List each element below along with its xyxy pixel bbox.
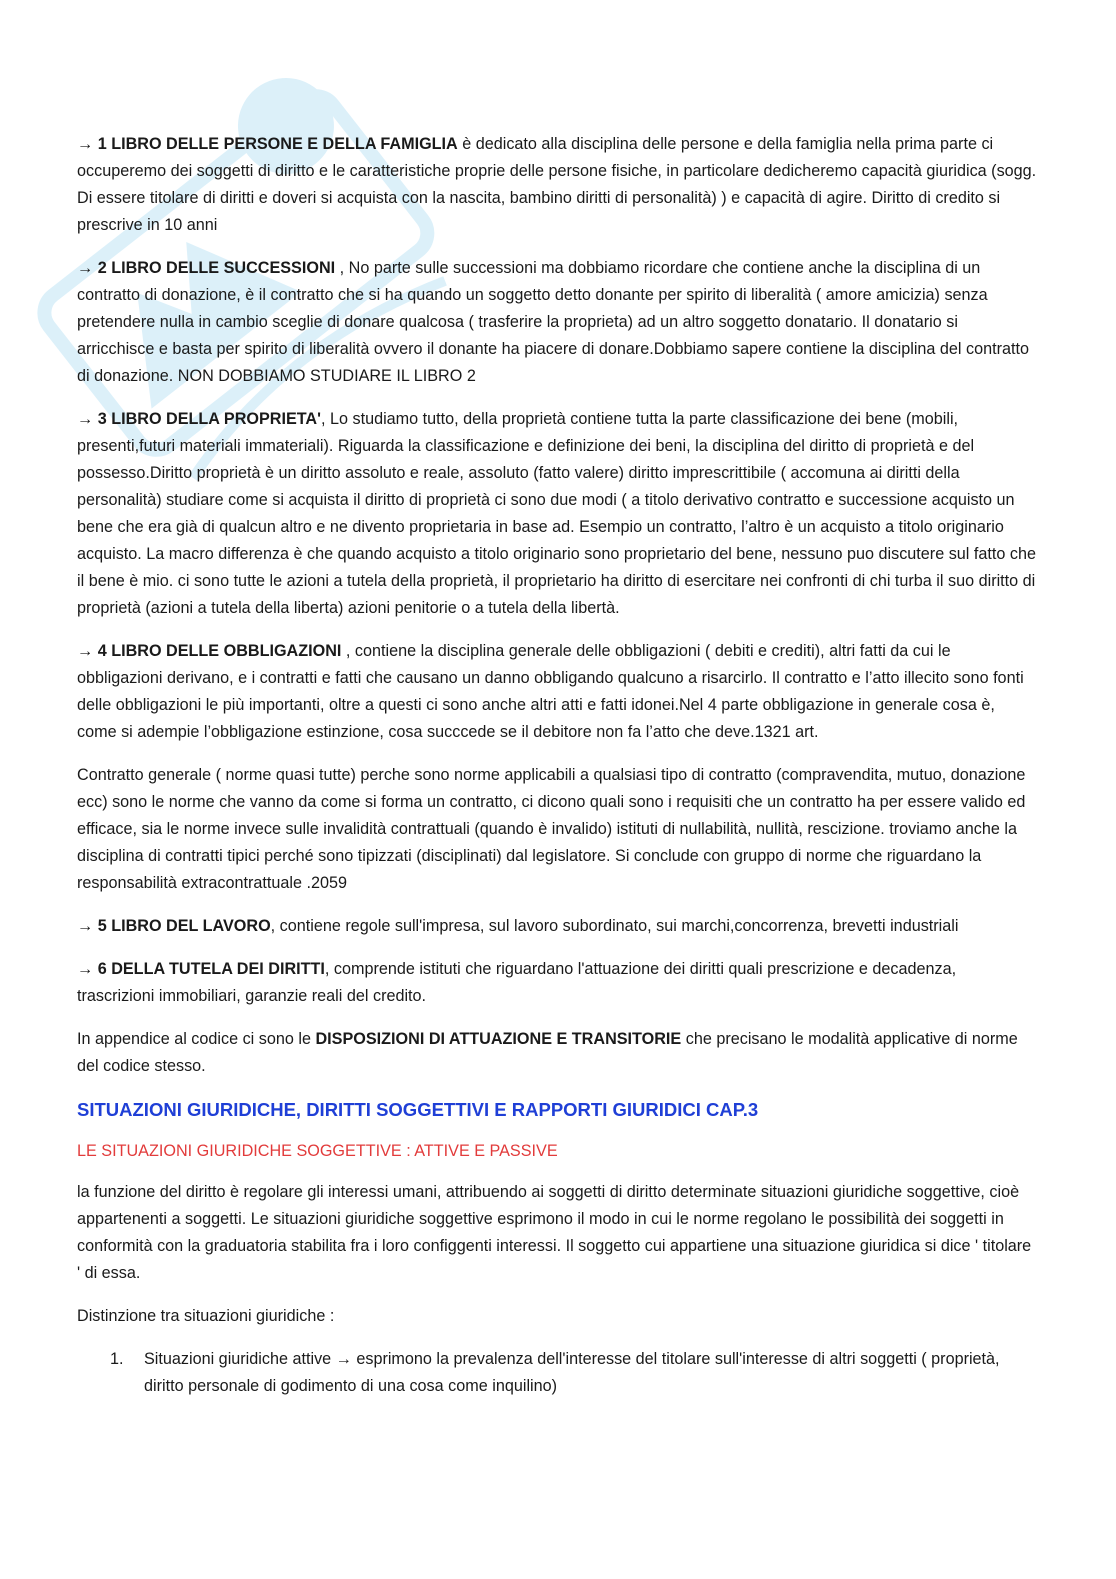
paragraph-bold: DISPOSIZIONI DI ATTUAZIONE E TRANSITORIE: [315, 1030, 682, 1048]
paragraph-appendice: [77, 1026, 1037, 1080]
paragraph-title: 2 LIBRO DELLE SUCCESSIONI: [97, 259, 336, 277]
list-item-text: Situazioni giuridiche attive → esprimono la prevalenza dell'interesse del titolare sull'interesse di altri soggetti ( proprietà, diritto personale di godimento di una cosa come inquilino): [144, 1350, 1000, 1395]
section-heading: LE SITUAZIONI GIURIDICHE SOGGETTIVE : ATTIVE E PASSIVE: [77, 1142, 558, 1160]
list-item-number: 1.: [110, 1350, 124, 1368]
chapter-heading: SITUAZIONI GIURIDICHE, DIRITTI SOGGETTIVI E RAPPORTI GIURIDICI CAP.3: [77, 1099, 759, 1120]
paragraph-libro-1: [77, 131, 1037, 239]
paragraph-title: 4 LIBRO DELLE OBBLIGAZIONI: [97, 642, 342, 660]
paragraph-funzione-diritto: la funzione del diritto è regolare gli interessi umani, attribuendo ai soggetti di diritto determinate situazioni giuridiche soggettive, cioè appartenenti a soggetti. Le situazioni giuridiche soggettive esprimono il modo in cui le norme regolano le possibilità dei soggetti in conformità con la graduatoria stabilita fra i loro configgenti interessi. Il soggetto cui appartiene una situazione giuridica si dice ' titolare ' di essa.: [77, 1183, 1032, 1282]
paragraph-libro-2: [77, 255, 1037, 390]
paragraph-text: , Lo studiamo tutto, della proprietà contiene tutta la parte classificazione dei bene (mobili, presenti,futuri materiali immateriali). Riguarda la classificazione e definizione dei beni, la disciplina del diritto di proprietà e del possesso.Diritto proprietà è un diritto assoluto e reale, assoluto (fatto valere) diritto imprescrittibile ( accomuna ai diritti della personalità) studiare come si acquista il diritto di proprietà ci sono due modi ( a titolo derivativo contratto e successione acquisto un bene che era già di qualcun altro e ne divento proprietaria in base ad. Esempio un contratto, l’altro è un acquisto a titolo originario acquisto. La macro differenza è che quando acquisto a titolo originario sono proprietario del bene, nessuno puo discutere sul fatto che il bene è mio. ci sono tutte le azioni a tutela della proprietà, il proprietario ha diritto di esercitare nei confronti di chi turba il suo diritto di proprietà (azioni a tutela della liberta) azioni penitorie o a tutela della libertà.: [77, 410, 1036, 617]
paragraph-text: In appendice al codice ci sono le: [77, 1030, 316, 1048]
paragraph-text: , contiene regole sull'impresa, sul lavoro subordinato, sui marchi,concorrenza, brevetti industriali: [270, 917, 959, 935]
arrow-icon: →: [77, 135, 94, 153]
arrow-icon: →: [77, 917, 94, 935]
paragraph-title: 1 LIBRO DELLE PERSONE E DELLA FAMIGLIA: [97, 135, 458, 153]
paragraph-title: 3 LIBRO DELLA PROPRIETA': [97, 410, 321, 428]
document-body: [77, 131, 1037, 1400]
arrow-icon: →: [77, 642, 94, 660]
paragraph-libro-4: [77, 638, 1037, 746]
list-item: [77, 1346, 1037, 1400]
arrow-icon: →: [77, 960, 94, 978]
paragraph-distinzione: Distinzione tra situazioni giuridiche :: [77, 1307, 335, 1325]
paragraph-text: , comprende istituti che riguardano l'attuazione dei diritti quali prescrizione e decadenza, trascrizioni immobiliari, garanzie reali del credito.: [77, 960, 957, 1005]
paragraph-libro-5: [77, 913, 1037, 940]
paragraph-title: 6 DELLA TUTELA DEI DIRITTI: [97, 960, 325, 978]
paragraph-contratto-generale: Contratto generale ( norme quasi tutte) perche sono norme applicabili a qualsiasi tipo di contratto (compravendita, mutuo, donazione ecc) sono le norme che vanno da come si forma un contratto, ci dicono quali sono i requisiti che un contratto ha per essere valido ed efficace, sia le norme invece sulle invalidità contrattuali (quando è invalido) istituti di nullabilità, nullità, rescizione. troviamo anche la disciplina di contratti tipici perché sono tipizzati (disciplinati) dal legislatore. Si conclude con gruppo di norme che riguardano la responsabilità extracontrattuale .2059: [77, 766, 1026, 892]
arrow-icon: →: [77, 410, 94, 428]
paragraph-libro-3: [77, 406, 1037, 622]
paragraph-title: 5 LIBRO DEL LAVORO: [97, 917, 271, 935]
paragraph-text: che precisano le modalità applicative di norme del codice stesso.: [77, 1030, 1018, 1075]
paragraph-text: , contiene la disciplina generale delle obbligazioni ( debiti e crediti), altri fatti da cui le obbligazioni derivano, e i contratti e fatti che causano un danno obbligando qualcuno a risarcirlo. Il contratto e l’atto illecito sono fonti delle obbligazioni le più importanti, oltre a questi ci sono anche altri atti e fatti idonei.Nel 4 parte obbligazione in generale cosa è, come si adempie l’obbligazione estinzione, cosa succcede se il debitore non fa l’atto che deve.1321 art.: [77, 642, 1024, 741]
paragraph-text: , No parte sulle successioni ma dobbiamo ricordare che contiene anche la disciplina di un contratto di donazione, è il contratto che si ha quando un soggetto detto donante per spirito di liberalità ( amore amicizia) senza pretendere nulla in cambio sceglie di donare qualcosa ( trasferire la proprieta) ad un altro soggetto donatario. Il donatario si arricchisce e basta per spirito di liberalità ovvero il donante ha piacere di donare.Dobbiamo sapere contiene la disciplina del contratto di donazione. NON DOBBIAMO STUDIARE IL LIBRO 2: [77, 259, 1030, 385]
paragraph-libro-6: [77, 956, 1037, 1010]
arrow-icon: →: [77, 259, 94, 277]
situazioni-list: [77, 1346, 1037, 1400]
paragraph-text: è dedicato alla disciplina delle persone e della famiglia nella prima parte ci occuperemo dei soggetti di diritto e le caratteristiche proprie delle persone fisiche, in particolare dedicheremo capacità giuridica (sogg. Di essere titolare di diritti e doveri si acquista con la nascita, bambino diritti di personalità) ) e capacità di agire. Diritto di credito si prescrive in 10 anni: [77, 135, 1037, 234]
